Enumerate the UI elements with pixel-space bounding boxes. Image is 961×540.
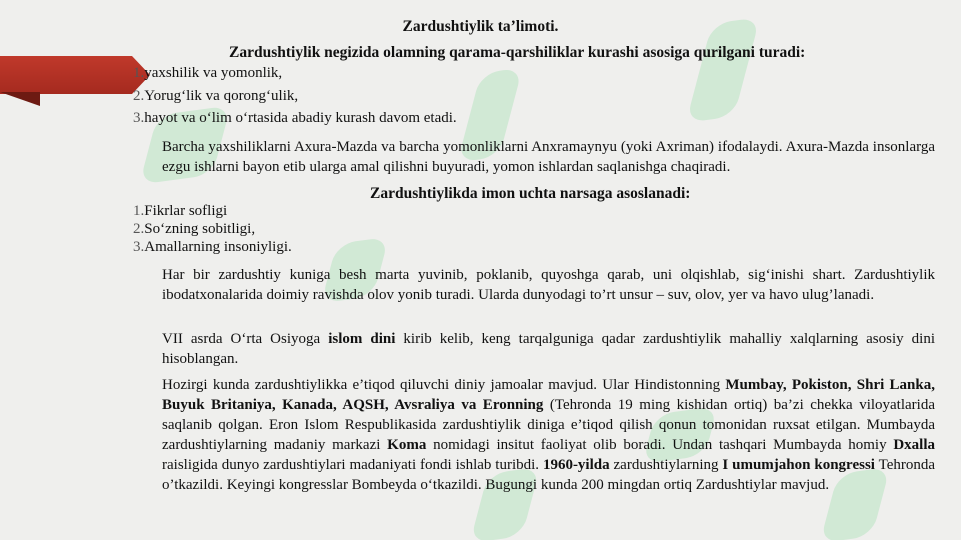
list-text: Amallarning insoniyligi. bbox=[144, 239, 292, 255]
text-run: kirib kelib, keng tarqalguniga qadar zardushtiylik mahalliy xalqlarning asosiy dini hisoblangan. bbox=[162, 331, 935, 367]
list-number: 2. bbox=[133, 221, 145, 237]
list-text: Fikrlar sofligi bbox=[144, 203, 228, 219]
paragraph-ahura-mazda: Barcha yaxshiliklarni Axura-Mazda va barcha yomonliklarni Anxramaynyu (yoki Axriman) ifodalaydi. Axura-Mazda insonlarga ezgu ishlarni bayon etib ularga amal qilishni buyuradi, yomon ishlardan saqlanishga chaqiradi. bbox=[162, 139, 935, 175]
text-run: zardushtiylarning bbox=[609, 457, 723, 473]
list-number: 1. bbox=[133, 203, 145, 219]
list-number: 3. bbox=[133, 110, 145, 126]
paragraph-islam bbox=[162, 329, 935, 369]
list-number: 3. bbox=[133, 239, 145, 255]
list-number: 1. bbox=[133, 65, 145, 81]
paragraph-worship: Har bir zardushtiy kuniga besh marta yuvinib, poklanib, quyoshga qarab, uni olqishlab, sig‘inishi shart. Zardushtiylik ibodatxonalarida doimiy ravishda olov yonib turadi. Ularda dunyodagi to’rt unsur – suv, olov, yer va havo ulug’lanadi. bbox=[162, 267, 935, 303]
slide-title: Zardushtiylik ta’limoti. bbox=[402, 18, 559, 35]
list-item bbox=[133, 221, 255, 238]
list-item bbox=[133, 239, 292, 256]
list-item bbox=[133, 88, 298, 105]
bold-run: 1960-yilda bbox=[542, 457, 610, 473]
text-run: Hozirgi kunda zardushtiylikka e’tiqod qiluvchi diniy jamoalar mavjud. Ular Hindistonning bbox=[162, 377, 726, 393]
section2-heading: Zardushtiylikda imon uchta narsaga asoslanadi: bbox=[370, 185, 691, 202]
bold-run: islom dini bbox=[328, 331, 396, 347]
bold-run: Mumbay, Pokiston, Shri Lanka, Buyuk Britaniya, Kanada, AQSH, Avsraliya va Eronning bbox=[162, 377, 935, 413]
section1-heading: Zardushtiylik negizida olamning qarama-qarshiliklar kurashi asosiga qurilgani turadi: bbox=[229, 44, 806, 61]
text-run: nomidagi insitut faoliyat olib boradi. Undan tashqari Mumbayda homiy bbox=[426, 437, 894, 453]
list-number: 2. bbox=[133, 88, 145, 104]
list-text: So‘zning sobitligi, bbox=[144, 221, 256, 237]
list-item bbox=[133, 65, 282, 82]
text-run: Tehronda o’tkazildi. Keyingi kongresslar Bombeyda o‘tkazildi. Bugungi kunda 200 mingdan ortiq Zardushtiylar mavjud. bbox=[162, 457, 936, 493]
list-item bbox=[133, 110, 457, 127]
bold-run: Koma bbox=[387, 437, 427, 453]
text-run: raisligida dunyo zardushtiylari madaniyati fondi ishlab turibdi. bbox=[162, 457, 543, 473]
list-text: yaxshilik va yomonlik, bbox=[144, 65, 283, 81]
bold-run: I umumjahon kongressi bbox=[722, 457, 875, 473]
text-run: VII asrda O‘rta Osiyoga bbox=[162, 331, 329, 347]
bold-run: Dxalla bbox=[893, 437, 935, 453]
list-text: Yorug‘lik va qorong‘ulik, bbox=[144, 88, 299, 104]
text-run: (Tehronda 19 ming kishidan ortiq) ba’zi chekka viloyatlarida saqlanib qolgan. Eron Islom Respublikasida zardushtiylik diniga e’tiqod qilish qonun tomonidan ruxsat etilgan. Mumbayda zardushtiylarning madaniy markazi bbox=[162, 397, 935, 453]
list-item bbox=[133, 203, 227, 220]
paragraph-modern-communities bbox=[162, 375, 935, 495]
list-text: hayot va o‘lim o‘rtasida abadiy kurash davom etadi. bbox=[144, 110, 457, 126]
